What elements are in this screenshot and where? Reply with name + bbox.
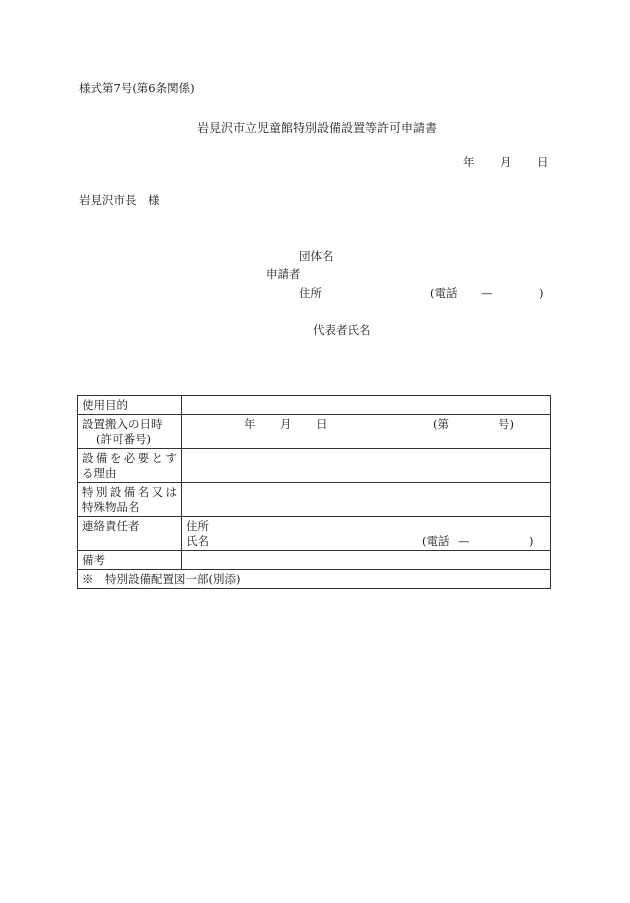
purpose-label: 使用目的: [78, 396, 182, 415]
applicant-tel-open: (電話: [430, 286, 458, 300]
remarks-row: [78, 551, 551, 570]
date-year-label: 年: [463, 155, 475, 169]
addressee: 岩見沢市長 様: [79, 193, 160, 207]
install-date-row: [78, 415, 551, 449]
install-date-value[interactable]: [182, 415, 551, 449]
contact-tel-close: ): [529, 534, 534, 548]
install-day-label: 日: [316, 417, 328, 431]
applicant-label: 申請者: [266, 267, 301, 281]
purpose-value[interactable]: [182, 396, 551, 415]
applicant-address-label: 住所: [299, 286, 322, 300]
purpose-row: [78, 396, 551, 415]
permit-number-open: (第: [433, 417, 449, 431]
contact-address-label: 住所: [186, 519, 209, 533]
equipment-label-line2: 特殊物品名: [82, 500, 140, 514]
application-form-table: [77, 395, 551, 589]
document-title: 岩見沢市立児童館特別設備設置等許可申請書: [197, 121, 438, 135]
footnote: ※ 特別設備配置図一部(別添): [78, 570, 551, 589]
install-month-label: 月: [280, 417, 292, 431]
reason-value[interactable]: [182, 449, 551, 483]
permit-number-close: 号): [498, 417, 514, 431]
date-month-label: 月: [500, 155, 512, 169]
applicant-tel-close: ): [539, 286, 544, 300]
reason-label-line1: 設備を必要とす: [82, 451, 177, 465]
form-number: 様式第7号(第6条関係): [79, 81, 195, 95]
footnote-row: [78, 570, 551, 589]
applicant-org-label: 団体名: [299, 249, 334, 263]
reason-label-line2: る理由: [82, 466, 117, 480]
contact-label: 連絡責任者: [78, 517, 182, 551]
equipment-label-line1: 特別設備名又は: [82, 485, 177, 499]
contact-value[interactable]: [182, 517, 551, 551]
applicant-tel-dash: —: [481, 286, 493, 300]
install-date-label: 設置搬入の日時: [82, 417, 163, 431]
contact-row: [78, 517, 551, 551]
reason-row: [78, 449, 551, 483]
equipment-row: [78, 483, 551, 517]
permit-number-label: (許可番号): [96, 432, 151, 446]
install-year-label: 年: [244, 417, 256, 431]
contact-tel-dash: —: [458, 534, 470, 548]
representative-name-label: 代表者氏名: [313, 323, 371, 337]
contact-name-label: 氏名: [186, 534, 209, 548]
equipment-value[interactable]: [182, 483, 551, 517]
date-day-label: 日: [537, 155, 549, 169]
remarks-label: 備考: [78, 551, 182, 570]
remarks-value[interactable]: [182, 551, 551, 570]
contact-tel-open: (電話: [422, 534, 450, 548]
